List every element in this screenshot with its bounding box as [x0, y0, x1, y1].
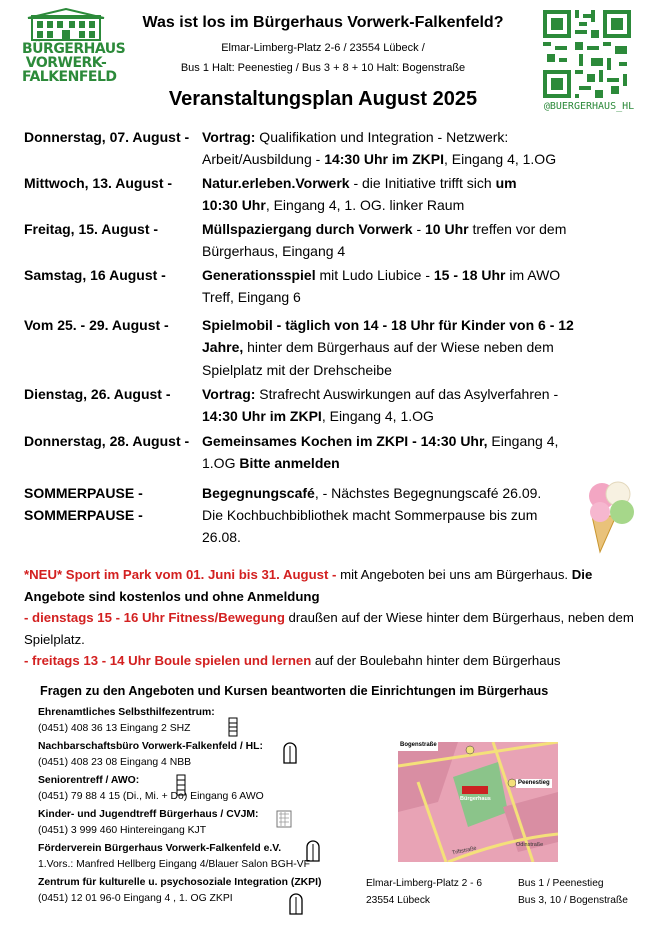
building-icon — [22, 8, 110, 42]
map-label-bogenstrasse: Bogenstraße — [400, 742, 437, 748]
contact-name: Ehrenamtliches Selbsthilfezentrum: — [38, 707, 215, 718]
event-row — [24, 218, 614, 263]
event-bold: 10 Uhr — [425, 221, 469, 237]
event-bold: Jahre, — [202, 339, 244, 356]
event-bold: 10:30 Uhr — [202, 197, 266, 214]
entrance-icon — [228, 717, 238, 737]
event-row — [24, 126, 614, 171]
social-handle: @BUERGERHAUS_HL — [543, 101, 635, 112]
contact-name: Förderverein Bürgerhaus Vorwerk-Falkenfeld e.V. — [38, 843, 282, 854]
event-bold: Gemeinsames Kochen im ZKPI - 14:30 Uhr, — [202, 433, 488, 449]
contact-name: Zentrum für kulturelle u. psychosoziale Integration (ZKPI) — [38, 877, 322, 888]
contact-info: (0451) 3 999 460 Hintereingang KJT — [38, 825, 207, 836]
map-address-2: 23554 Lübeck — [366, 895, 431, 906]
location-map[interactable] — [398, 742, 558, 862]
event-plain: Die Kochbuchbibliothek macht Sommerpause bis zum — [202, 507, 538, 523]
event-plain: , - Nächstes Begegnungscafé 26.09. — [314, 485, 542, 501]
event-row — [24, 314, 614, 381]
event-bold: Vortrag: — [202, 129, 256, 145]
event-date: Donnerstag, 28. August - — [24, 433, 190, 449]
note-highlight: - freitags 13 - 14 Uhr Boule spielen und lernen — [24, 653, 312, 668]
logo-line: BÜRGERHAUS — [22, 41, 126, 57]
event-plain: Eingang 4, — [487, 433, 559, 449]
event-bold: 14:30 Uhr im ZKPI — [324, 151, 445, 168]
event-plain: 26.08. — [202, 529, 241, 546]
note-highlight: - dienstags 15 - 16 Uhr Fitness/Bewegung — [24, 610, 285, 625]
event-line — [202, 452, 614, 474]
event-line — [202, 218, 614, 240]
event-date: Samstag, 16 August - — [24, 267, 166, 283]
event-plain: treffen vor dem — [468, 221, 567, 237]
contact-name: Nachbarschaftsbüro Vorwerk-Falkenfeld / HL: — [38, 741, 263, 752]
event-plain: im AWO — [505, 267, 561, 283]
event-row — [24, 383, 614, 428]
event-line — [202, 405, 614, 427]
map-label-buergerhaus: Bürgerhaus — [460, 796, 491, 802]
qr-code[interactable] — [543, 10, 631, 98]
event-bold: 14:30 Uhr im ZKPI — [202, 408, 322, 425]
event-row — [24, 430, 614, 475]
note-tuesday — [24, 607, 649, 650]
note-highlight: *NEU* Sport im Park vom 01. Juni bis 31. August - — [24, 567, 337, 582]
event-line — [202, 526, 614, 548]
event-text — [202, 126, 614, 171]
event-plain: Qualifikation und Integration - Netzwerk: — [255, 129, 509, 145]
notes-section — [24, 564, 649, 672]
event-date: Donnerstag, 07. August - — [24, 129, 190, 145]
event-bold: Müllspaziergang durch Vorwerk — [202, 221, 413, 237]
map-bus-1: Bus 1 / Peenestieg — [518, 878, 604, 889]
event-plain: Strafrecht Auswirkungen auf das Asylverfahren - — [255, 386, 559, 402]
contact-info: (0451) 408 36 13 Eingang 2 SHZ — [38, 723, 191, 734]
event-line — [202, 148, 614, 170]
event-line — [202, 286, 614, 308]
buergerhaus-logo — [22, 8, 126, 98]
event-text — [202, 172, 614, 217]
event-plain: mit Ludo Liubice - — [315, 267, 434, 283]
logo-text — [22, 41, 126, 85]
event-text — [202, 314, 614, 381]
bus-line: Bus 1 Halt: Peenestieg / Bus 3 + 8 + 10 Halt: Bogenstraße — [180, 62, 466, 74]
event-plain: , Eingang 4, 1. OG. linker Raum — [265, 197, 465, 214]
contact-info: (0451) 408 23 08 Eingang 4 NBB — [38, 757, 192, 768]
event-text — [202, 482, 614, 504]
event-bold: um — [495, 175, 517, 191]
event-plain: , Eingang 4, 1.OG — [444, 151, 557, 168]
entrance-icon — [176, 774, 186, 796]
event-bold: 15 - 18 Uhr — [433, 267, 506, 283]
event-plain: Bürgerhaus, Eingang 4 — [202, 243, 346, 260]
event-bold: Generationsspiel — [202, 267, 316, 283]
note-text: auf der Boulebahn hinter dem Bürgerhaus — [311, 653, 561, 668]
event-plain: Spielplatz mit der Drehscheibe — [202, 361, 392, 378]
event-line — [202, 194, 614, 216]
event-plain: Treff, Eingang 6 — [202, 289, 301, 306]
cvjm-icon — [276, 810, 292, 828]
note-sport — [24, 564, 649, 607]
ice-cream-icon — [578, 476, 640, 554]
door-icon — [283, 742, 297, 764]
map-address-1: Elmar-Limberg-Platz 2 - 6 — [366, 878, 483, 889]
faq-title: Fragen zu den Angeboten und Kursen beantworten die Einrichtungen im Bürgerhaus — [40, 684, 549, 698]
map-label-peenestieg: Peenestieg — [518, 780, 550, 786]
contact-info: 1.Vors.: Manfred Hellberg Eingang 4/Blauer Salon BGH-VF — [38, 859, 311, 870]
event-plain: 1.OG — [202, 455, 240, 472]
contact-name: Seniorentreff / AWO: — [38, 775, 140, 786]
event-date: SOMMERPAUSE - — [24, 485, 143, 501]
event-date: Dienstag, 26. August - — [24, 386, 171, 402]
note-text: mit Angeboten bei uns am Bürgerhaus. — [336, 567, 572, 582]
contact-info: (0451) 12 01 96-0 Eingang 4 , 1. OG ZKPI — [38, 893, 233, 904]
event-date: Vom 25. - 29. August - — [24, 317, 169, 333]
event-plain: , Eingang 4, 1.OG — [321, 408, 434, 425]
event-date: Mittwoch, 13. August - — [24, 175, 173, 191]
event-line — [202, 126, 614, 148]
event-line — [202, 240, 614, 262]
event-line — [202, 264, 614, 286]
map-bus-2: Bus 3, 10 / Bogenstraße — [518, 895, 628, 906]
event-bold: Bitte anmelden — [239, 455, 340, 472]
event-plain: - — [412, 221, 426, 237]
event-line — [202, 172, 614, 194]
note-text: draußen auf der Wiese hinter dem Bürgerhaus, neben dem Spielplatz. — [24, 610, 634, 647]
page-title: Was ist los im Bürgerhaus Vorwerk-Falkenfeld? — [142, 14, 504, 31]
logo-line: FALKENFELD — [22, 69, 117, 85]
address-line: Elmar-Limberg-Platz 2-6 / 23554 Lübeck / — [221, 42, 425, 54]
event-bold: Begegnungscafé — [202, 485, 315, 501]
event-plain: hinter dem Bürgerhaus auf der Wiese neben dem — [243, 339, 554, 356]
event-text — [202, 504, 614, 549]
event-bold: Vortrag: — [202, 386, 256, 402]
event-line — [202, 359, 614, 381]
contact-name: Kinder- und Jugendtreff Bürgerhaus / CVJM: — [38, 809, 259, 820]
event-line — [202, 430, 614, 452]
event-line — [202, 383, 614, 405]
door-icon — [306, 840, 320, 862]
plan-title: Veranstaltungsplan August 2025 — [168, 88, 478, 110]
event-line — [202, 314, 614, 336]
event-text — [202, 383, 614, 428]
door-icon — [289, 893, 303, 915]
event-date: Freitag, 15. August - — [24, 221, 159, 237]
contact-info: (0451) 79 88 4 15 (Di., Mi. + Do) Eingang 6 AWO — [38, 791, 264, 802]
event-plain: - die Initiative trifft sich — [349, 175, 496, 191]
note-friday — [24, 650, 649, 672]
event-row — [24, 172, 614, 217]
event-bold: Spielmobil - täglich von 14 - 18 Uhr für Kinder von 6 - 12 — [202, 317, 574, 333]
event-line — [202, 482, 614, 504]
note-bold: Die Angebote sind kostenlos und ohne Anmeldung — [24, 567, 593, 604]
event-row — [24, 264, 614, 309]
logo-line: VORWERK- — [25, 55, 107, 71]
event-row — [24, 504, 614, 549]
event-row — [24, 482, 614, 504]
event-text — [202, 430, 614, 475]
event-bold: Natur.erleben.Vorwerk — [202, 175, 350, 191]
event-plain: Arbeit/Ausbildung - — [202, 151, 325, 168]
event-text — [202, 218, 614, 263]
event-date: SOMMERPAUSE - — [24, 507, 143, 523]
event-line — [202, 336, 614, 358]
event-text — [202, 264, 614, 309]
event-line — [202, 504, 614, 526]
map-label-triftstrasse: Triftstraße — [451, 845, 478, 857]
map-label-odinstrasse: Odinstraße — [516, 842, 544, 848]
